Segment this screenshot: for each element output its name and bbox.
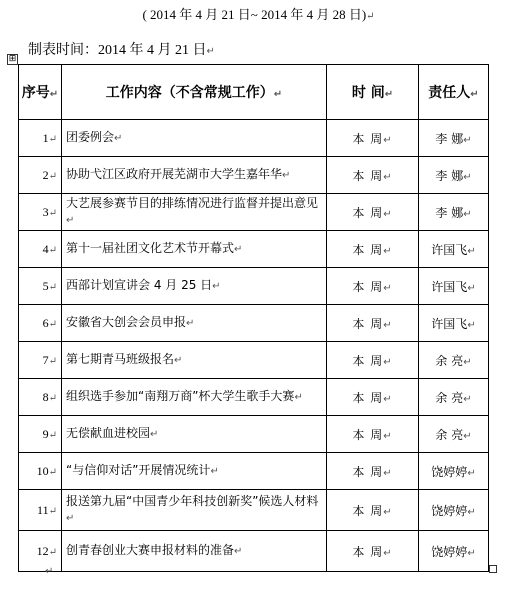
- row-task: 第十一届社团文化艺术节开幕式↵: [62, 231, 327, 268]
- row-task: 大艺展参赛节目的排练情况进行监督并提出意见↵: [62, 194, 327, 231]
- header-task: 工作内容（不含常规工作）↵: [62, 65, 327, 120]
- row-time: 本 周↵: [327, 194, 419, 231]
- made-time-label: 制表时间：: [28, 42, 98, 58]
- made-time-date: 2014 年 4 月 21 日: [98, 43, 207, 58]
- row-person: 李 娜↵: [419, 120, 489, 157]
- row-time: 本 周↵: [327, 231, 419, 268]
- row-time: 本 周↵: [327, 268, 419, 305]
- row-number: 4↵: [19, 231, 62, 268]
- row-number: 1↵: [19, 120, 62, 157]
- row-time: 本 周↵: [327, 453, 419, 490]
- row-time: 本 周↵: [327, 379, 419, 416]
- row-task: 协助弋江区政府开展芜湖市大学生嘉年华↵: [62, 157, 327, 194]
- row-number: 2↵: [19, 157, 62, 194]
- table-row: [19, 120, 489, 157]
- row-task: “与信仰对话”开展情况统计↵: [62, 453, 327, 490]
- row-task: 报送第九届“中国青少年科技创新奖”候选人材料↵: [62, 490, 327, 531]
- row-time: 本 周↵: [327, 416, 419, 453]
- header-time: 时 间↵: [327, 65, 419, 120]
- table-header-row: [19, 65, 489, 120]
- row-person: 许国飞↵: [419, 231, 489, 268]
- row-number: 12↵: [19, 531, 62, 572]
- table-row: [19, 194, 489, 231]
- row-person: 许国飞↵: [419, 305, 489, 342]
- row-person: 余 亮↵: [419, 379, 489, 416]
- date-range-text: ( 2014 年 4 月 21 日~ 2014 年 4 月 28 日): [142, 7, 367, 22]
- row-time: 本 周↵: [327, 342, 419, 379]
- row-task: 西部计划宣讲会 4 月 25 日↵: [62, 268, 327, 305]
- paragraph-mark: ↵: [366, 11, 375, 22]
- row-time: 本 周↵: [327, 531, 419, 572]
- table-row: [19, 490, 489, 531]
- row-person: 余 亮↵: [419, 342, 489, 379]
- table-row: [19, 416, 489, 453]
- row-task: 第七期青马班级报名↵: [62, 342, 327, 379]
- row-person: 余 亮↵: [419, 416, 489, 453]
- row-person: 李 娜↵: [419, 194, 489, 231]
- row-time: 本 周↵: [327, 157, 419, 194]
- row-person: 饶婷婷↵: [419, 531, 489, 572]
- row-number: 6↵: [19, 305, 62, 342]
- paragraph-mark: ↵: [45, 566, 54, 577]
- row-number: 9↵: [19, 416, 62, 453]
- row-task: 团委例会↵: [62, 120, 327, 157]
- row-number: 8↵: [19, 379, 62, 416]
- table-move-handle-icon[interactable]: ⊞: [8, 54, 17, 64]
- table-row: [19, 231, 489, 268]
- row-person: 饶婷婷↵: [419, 490, 489, 531]
- table-row: [19, 453, 489, 490]
- row-number: 5↵: [19, 268, 62, 305]
- row-time: 本 周↵: [327, 120, 419, 157]
- row-number: 10↵: [19, 453, 62, 490]
- row-task: 创青春创业大赛申报材料的准备↵: [62, 531, 327, 572]
- paragraph-mark: ↵: [206, 46, 215, 57]
- row-person: 饶婷婷↵: [419, 453, 489, 490]
- row-task: 安徽省大创会会员申报↵: [62, 305, 327, 342]
- row-time: 本 周↵: [327, 305, 419, 342]
- row-task: 无偿献血进校园↵: [62, 416, 327, 453]
- table-row: [19, 531, 489, 572]
- header-person: 责任人↵: [419, 65, 489, 120]
- table-row: [19, 379, 489, 416]
- row-number: 11↵: [19, 490, 62, 531]
- made-time-line: [28, 39, 215, 59]
- row-number: 7↵: [19, 342, 62, 379]
- table-row: [19, 342, 489, 379]
- row-person: 许国飞↵: [419, 268, 489, 305]
- row-task: 组织选手参加“南翔万商”杯大学生歌手大赛↵: [62, 379, 327, 416]
- table-row: [19, 157, 489, 194]
- table-row: [19, 268, 489, 305]
- row-number: 3↵: [19, 194, 62, 231]
- table-row: [19, 305, 489, 342]
- header-num: 序号↵: [19, 65, 62, 120]
- row-person: 李 娜↵: [419, 157, 489, 194]
- row-time: 本 周↵: [327, 490, 419, 531]
- work-plan-table: [18, 64, 489, 572]
- date-range-heading: [0, 4, 517, 23]
- table-resize-handle[interactable]: [489, 565, 497, 573]
